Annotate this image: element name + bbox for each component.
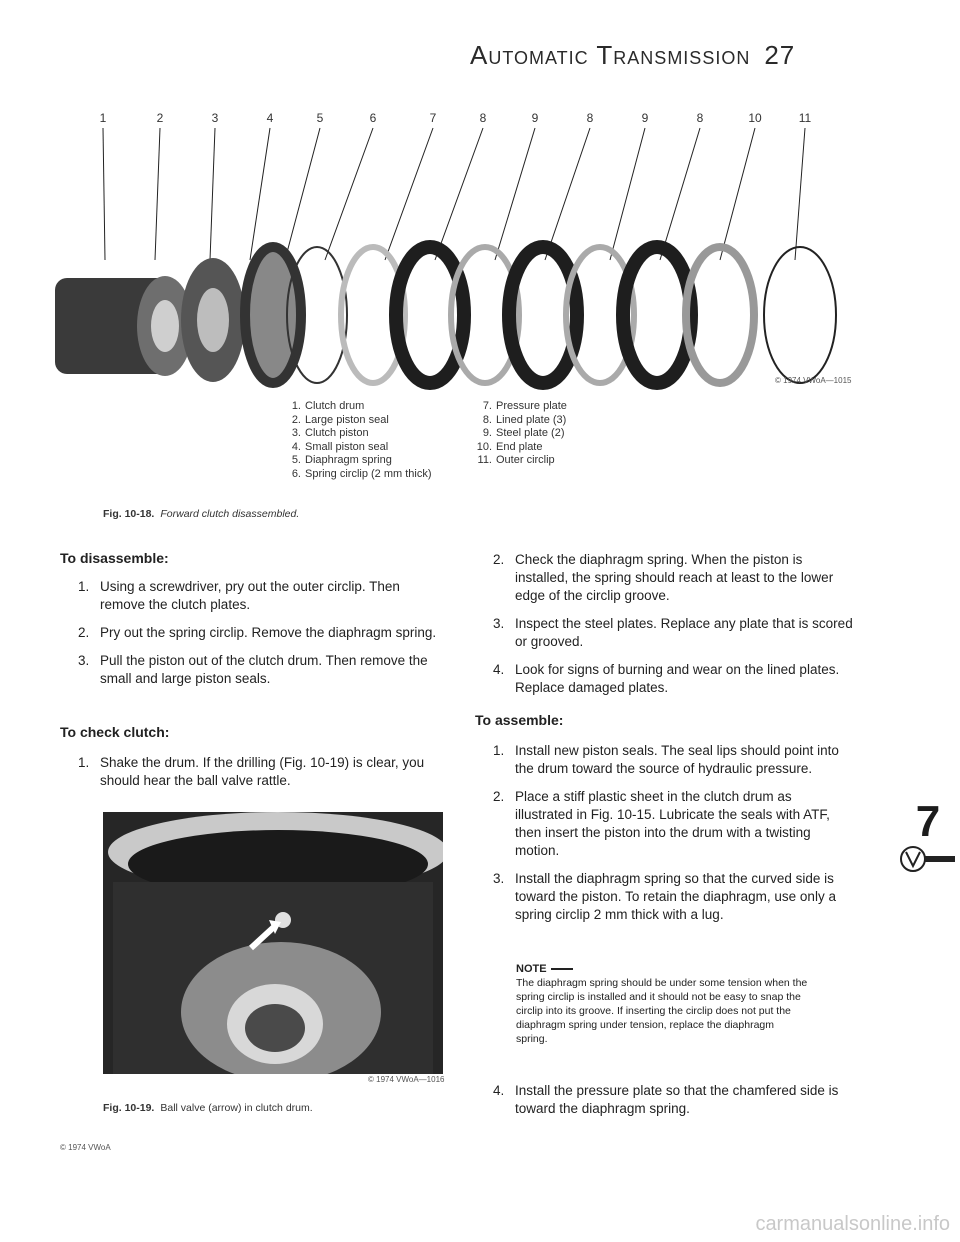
callout-number: 6 bbox=[369, 111, 377, 125]
step-number: 3. bbox=[78, 653, 90, 668]
legend-item bbox=[285, 414, 432, 428]
callout-number: 7 bbox=[429, 111, 437, 125]
step-item bbox=[78, 578, 438, 614]
leader-line bbox=[795, 128, 805, 260]
section-tab bbox=[898, 797, 958, 880]
step-item bbox=[493, 870, 853, 924]
step-number: 4. bbox=[493, 662, 505, 677]
legend-number: 10. bbox=[476, 440, 492, 453]
legend-item bbox=[476, 454, 567, 468]
step-item bbox=[493, 551, 853, 605]
legend-number: 7. bbox=[482, 400, 492, 412]
callout-number: 10 bbox=[748, 111, 762, 125]
note-text: The diaphragm spring should be under some tension when the spring circlip is installed and it should not be easy to snap the circlip into its groove. If inserting the circlip does not put the diaphragm spring under tension, replace the diaphragm spring. bbox=[516, 977, 808, 1045]
figure-caption bbox=[103, 508, 299, 520]
legend-item bbox=[285, 441, 432, 455]
callout-number: 11 bbox=[798, 111, 812, 125]
callout-number: 4 bbox=[266, 111, 274, 125]
step-number: 2. bbox=[493, 789, 505, 804]
callout-number: 8 bbox=[586, 111, 594, 125]
step-number: 2. bbox=[493, 552, 505, 567]
leader-line bbox=[285, 128, 320, 260]
forward-clutch-exploded-diagram bbox=[55, 110, 875, 390]
legend-item bbox=[476, 400, 567, 414]
step-item bbox=[78, 624, 438, 642]
note-box bbox=[516, 962, 808, 1046]
clutch-piston-part bbox=[181, 258, 245, 382]
legend-item bbox=[476, 427, 567, 441]
figure-credit: © 1974 VWoA—1015 bbox=[775, 376, 852, 385]
legend-item bbox=[285, 454, 432, 468]
legend-text: Pressure plate bbox=[496, 400, 567, 412]
step-number: 2. bbox=[78, 625, 90, 640]
legend-right bbox=[476, 400, 567, 468]
step-item bbox=[493, 1082, 853, 1118]
legend-number: 3. bbox=[291, 427, 301, 439]
leader-line bbox=[545, 128, 590, 260]
legend-item bbox=[285, 468, 432, 482]
legend-number: 11. bbox=[477, 454, 492, 466]
callout-number: 9 bbox=[641, 111, 649, 125]
leader-line bbox=[325, 128, 373, 260]
step-text: Inspect the steel plates. Replace any plate that is scored or grooved. bbox=[515, 616, 853, 649]
step-item bbox=[493, 615, 853, 651]
step-number: 1. bbox=[78, 579, 90, 594]
legend-text: Steel plate (2) bbox=[496, 427, 565, 439]
leader-line bbox=[435, 128, 483, 260]
photo-caption-text: Ball valve (arrow) in clutch drum. bbox=[160, 1102, 313, 1114]
step-text: Check the diaphragm spring. When the piston is installed, the spring should reach at least to the lower edge of the circlip groove. bbox=[515, 552, 834, 603]
clutch-plate-part bbox=[245, 247, 301, 383]
step-number: 1. bbox=[493, 743, 505, 758]
leader-line bbox=[495, 128, 535, 260]
clutch-plate-part bbox=[764, 247, 836, 383]
callout-number: 3 bbox=[211, 111, 219, 125]
legend-item bbox=[476, 441, 567, 455]
photo-caption bbox=[103, 1102, 313, 1114]
step-text: Install the diaphragm spring so that the curved side is toward the piston. To retain the diaphragm, use only a spring circlip 2 mm thick with a lug. bbox=[515, 871, 836, 922]
right-check-steps bbox=[493, 551, 853, 707]
legend-number: 1. bbox=[291, 400, 301, 412]
legend-text: Clutch drum bbox=[305, 400, 365, 412]
step-text: Pull the piston out of the clutch drum. Then remove the small and large piston seals. bbox=[100, 653, 428, 686]
leader-line bbox=[385, 128, 433, 260]
leader-line bbox=[103, 128, 105, 260]
legend-number: 5. bbox=[291, 454, 301, 466]
caption-text: Forward clutch disassembled. bbox=[160, 508, 300, 520]
step-item bbox=[493, 788, 853, 860]
step-number: 3. bbox=[493, 871, 505, 886]
heading-assemble: To assemble: bbox=[475, 712, 564, 728]
legend-text: Clutch piston bbox=[305, 427, 369, 439]
legend-number: 8. bbox=[482, 413, 492, 426]
vw-key-logo-icon bbox=[898, 844, 958, 874]
leader-line bbox=[720, 128, 755, 260]
legend-number: 9. bbox=[482, 427, 492, 439]
legend-text: Lined plate (3) bbox=[496, 413, 567, 426]
leader-line bbox=[250, 128, 270, 260]
step-text: Place a stiff plastic sheet in the clutch drum as illustrated in Fig. 10-15. Lubricate the seals with ATF, then insert the piston into the drum with a twisting motion. bbox=[515, 789, 830, 858]
legend-left bbox=[285, 400, 432, 481]
footer-watermark: carmanualsonline.info bbox=[755, 1213, 950, 1235]
page-number: 27 bbox=[764, 40, 796, 70]
disassemble-steps bbox=[78, 578, 438, 698]
callout-number: 1 bbox=[99, 111, 107, 125]
leader-line bbox=[155, 128, 160, 260]
assemble-steps bbox=[493, 742, 853, 934]
final-steps bbox=[493, 1082, 853, 1128]
legend-number: 2. bbox=[291, 413, 301, 426]
page-title: Automatic Transmission bbox=[470, 40, 751, 70]
step-number: 1. bbox=[78, 755, 90, 770]
step-item bbox=[493, 742, 853, 778]
section-number: 7 bbox=[915, 797, 941, 846]
legend-number: 6. bbox=[291, 467, 301, 480]
leader-line bbox=[660, 128, 700, 260]
callout-number: 9 bbox=[531, 111, 539, 125]
step-item bbox=[493, 661, 853, 697]
check-steps bbox=[78, 754, 438, 800]
step-number: 4. bbox=[493, 1083, 505, 1098]
legend-text: Diaphragm spring bbox=[305, 454, 392, 466]
ball-valve-photo bbox=[103, 812, 443, 1074]
callout-number: 5 bbox=[316, 111, 324, 125]
step-text: Install new piston seals. The seal lips should point into the drum toward the source of hydraulic pressure. bbox=[515, 743, 839, 776]
step-item bbox=[78, 652, 438, 688]
legend-item bbox=[285, 427, 432, 441]
legend-text: Large piston seal bbox=[305, 413, 389, 426]
footer-copyright: © 1974 VWoA bbox=[60, 1143, 111, 1152]
step-item bbox=[78, 754, 438, 790]
note-label: NOTE bbox=[516, 962, 808, 976]
legend-text: Small piston seal bbox=[305, 440, 389, 453]
caption-label: Fig. 10-18. bbox=[103, 508, 155, 520]
callout-number: 8 bbox=[479, 111, 487, 125]
page-header bbox=[470, 40, 890, 71]
step-text: Look for signs of burning and wear on the lined plates. Replace damaged plates. bbox=[515, 662, 840, 695]
legend-text: Outer circlip bbox=[496, 454, 555, 466]
legend-item bbox=[476, 414, 567, 428]
legend-item bbox=[285, 400, 432, 414]
step-text: Using a screwdriver, pry out the outer circlip. Then remove the clutch plates. bbox=[100, 579, 400, 612]
step-text: Install the pressure plate so that the chamfered side is toward the diaphragm spring. bbox=[515, 1083, 839, 1116]
heading-check-clutch: To check clutch: bbox=[60, 724, 170, 740]
callout-number: 8 bbox=[696, 111, 704, 125]
step-text: Pry out the spring circlip. Remove the diaphragm spring. bbox=[100, 625, 437, 640]
photo-credit: © 1974 VWoA—1016 bbox=[368, 1075, 445, 1084]
leader-line bbox=[210, 128, 215, 260]
callout-number: 2 bbox=[156, 111, 164, 125]
step-number: 3. bbox=[493, 616, 505, 631]
step-text: Shake the drum. If the drilling (Fig. 10-19) is clear, you should hear the ball valve rattle. bbox=[100, 755, 425, 788]
clutch-drum-part bbox=[55, 276, 193, 376]
legend-number: 4. bbox=[291, 440, 301, 453]
legend-text: End plate bbox=[496, 440, 543, 453]
leader-line bbox=[610, 128, 645, 260]
legend-text: Spring circlip (2 mm thick) bbox=[305, 467, 432, 480]
photo-caption-label: Fig. 10-19. bbox=[103, 1102, 155, 1114]
heading-disassemble: To disassemble: bbox=[60, 550, 169, 566]
